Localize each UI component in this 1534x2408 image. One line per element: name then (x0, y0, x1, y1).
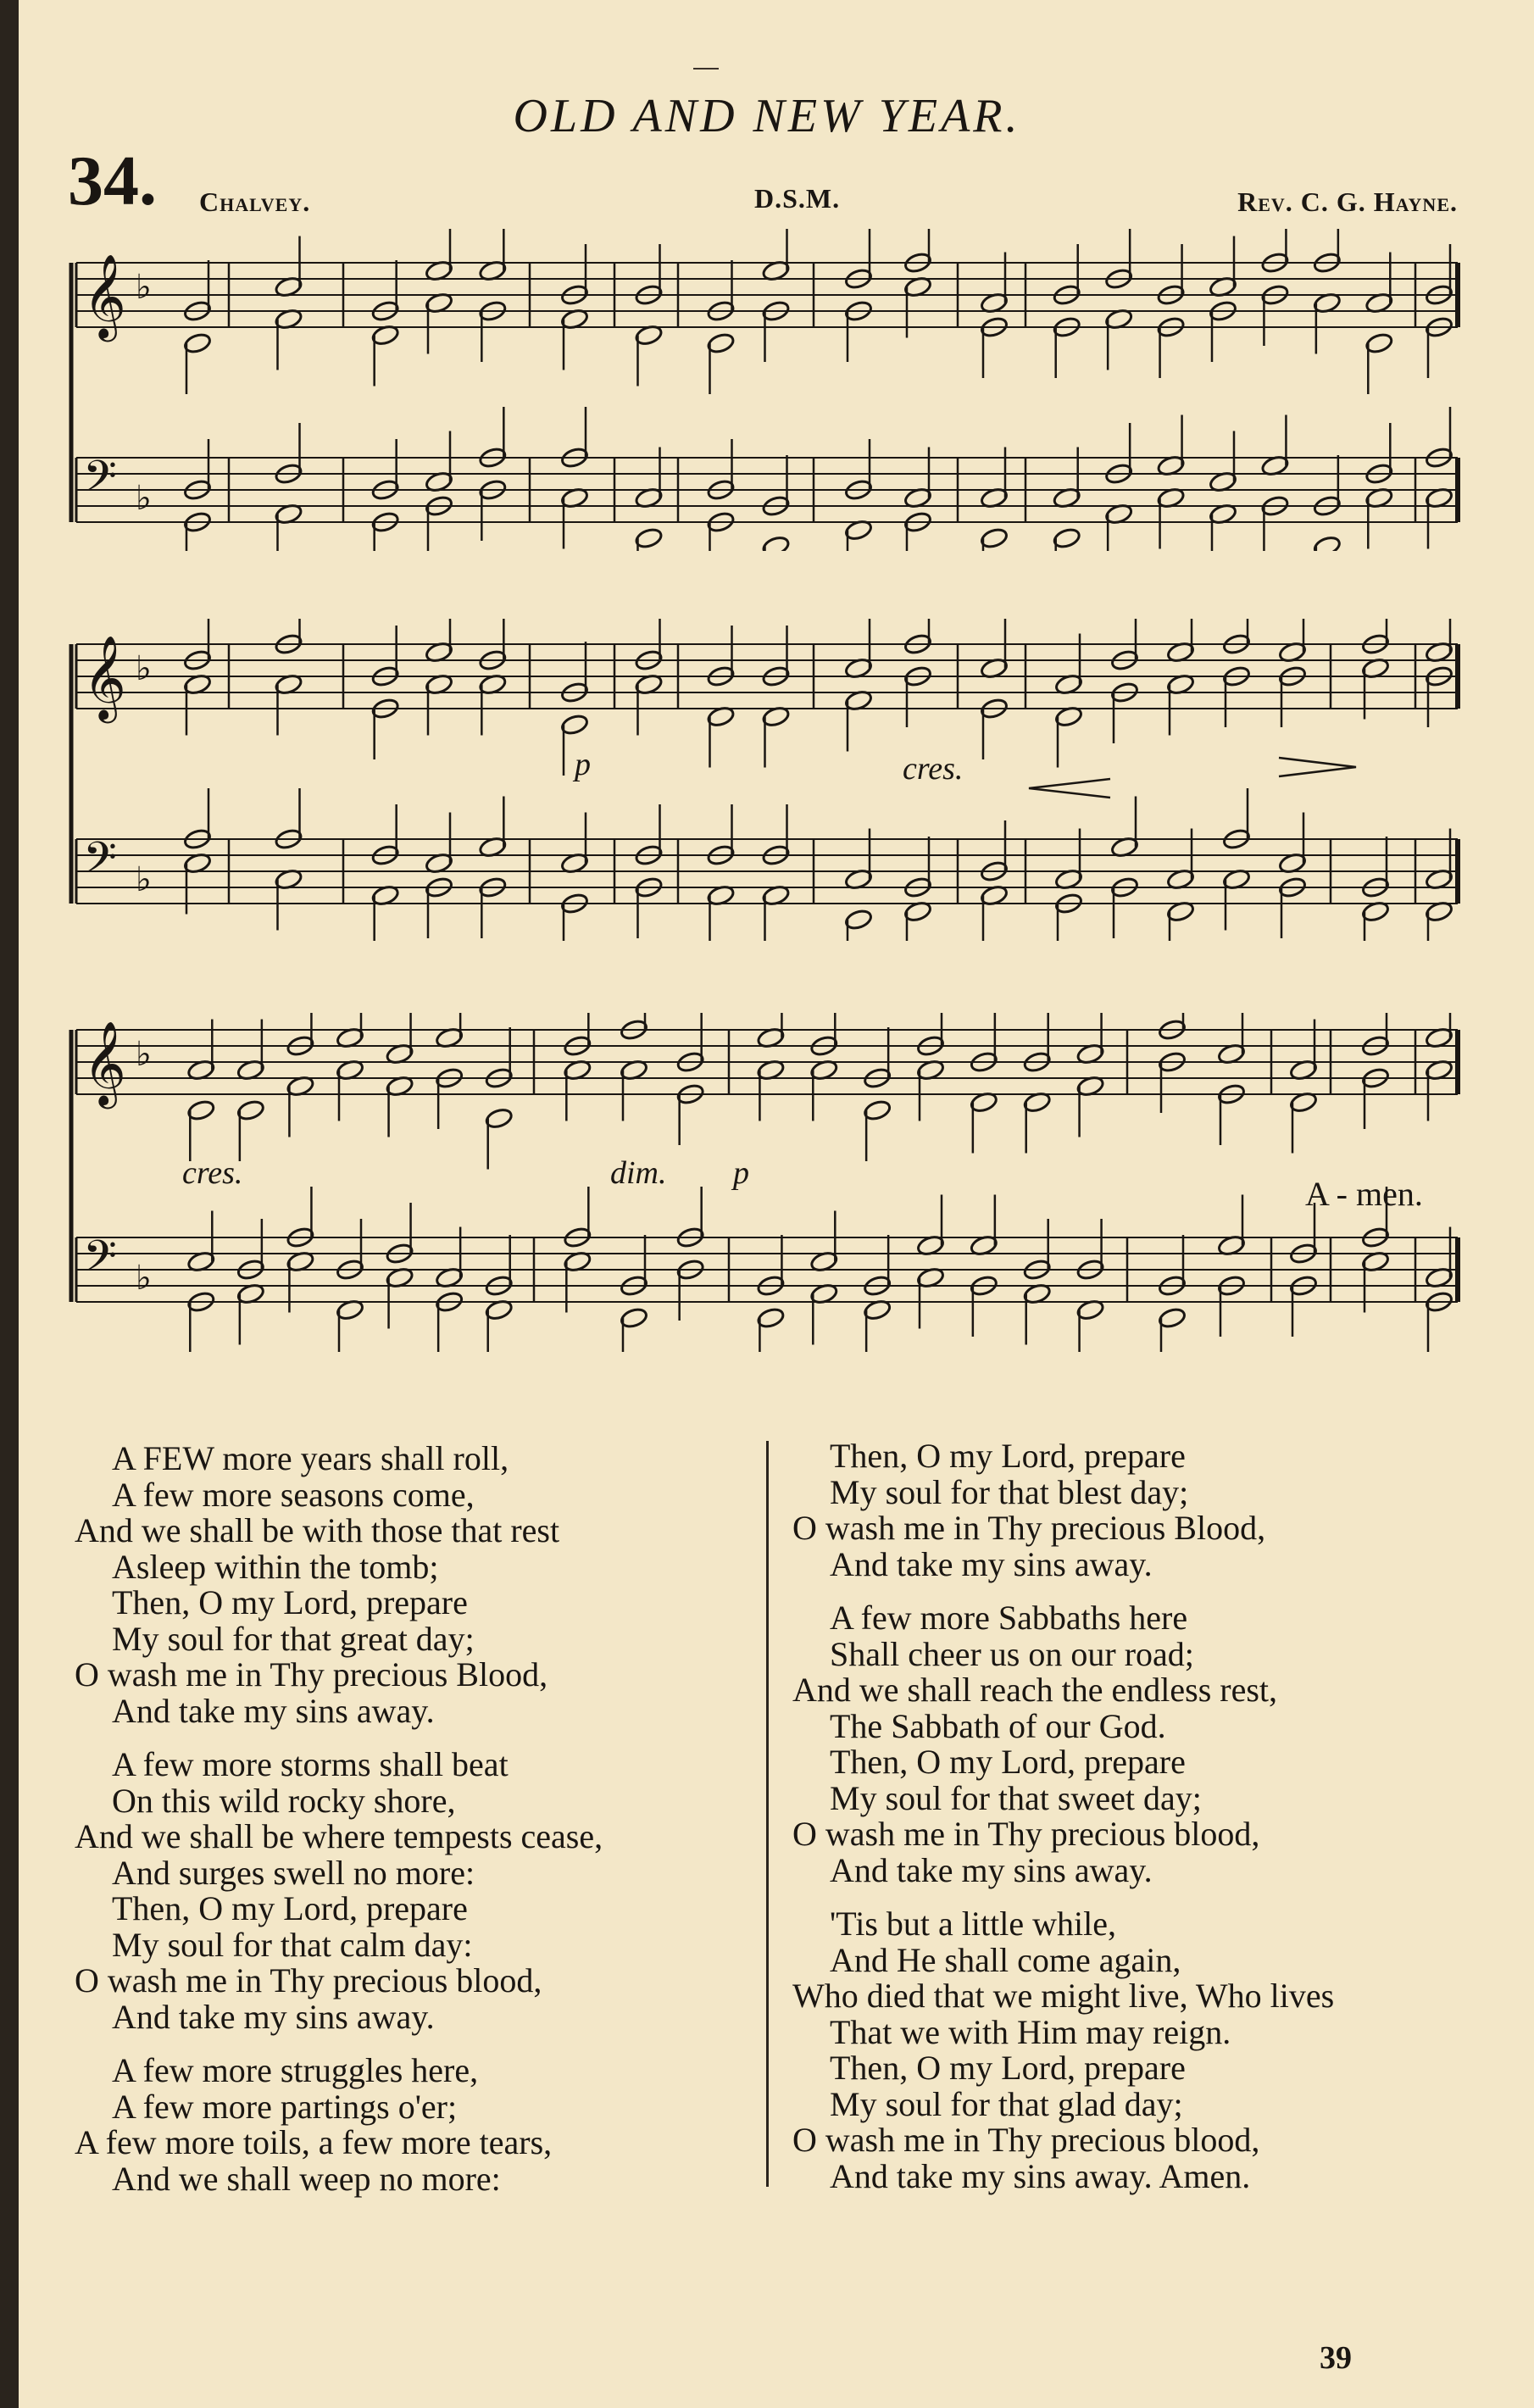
flat-key-icon: ♭ (136, 1034, 152, 1074)
crescendo-hairpin (1025, 776, 1114, 801)
dynamic-cres: cres. (903, 751, 964, 787)
composer: Rev. C. G. Hayne. (1237, 186, 1458, 217)
column-divider (766, 1441, 769, 2187)
verse-line: O wash me in Thy precious blood, (75, 1961, 542, 1999)
amen-lyric: A - men. (1305, 1175, 1423, 1213)
treble-staff (76, 619, 1458, 776)
verse-line: A few more struggles here, (112, 2051, 479, 2089)
verse-line: On this wild rocky shore, (112, 1781, 456, 1820)
verse-line: My soul for that calm day: (112, 1925, 473, 1964)
flat-key-icon: ♭ (136, 859, 152, 899)
bass-clef-icon: 𝄢 (83, 1230, 117, 1293)
stanza (75, 1441, 753, 1729)
treble-staff (76, 229, 1458, 394)
stanza (75, 2053, 753, 2197)
stanza (75, 1747, 753, 2035)
bass-clef-icon: 𝄢 (83, 831, 117, 894)
verse-line: And He shall come again, (830, 1940, 1181, 1979)
verse-line: A few more storms shall beat (112, 1745, 509, 1783)
verse-line: And we shall be where tempests cease, (75, 1817, 603, 1855)
treble-clef-icon: 𝄞 (83, 253, 126, 339)
bass-staff (76, 1187, 1458, 1352)
verse-line: And take my sins away. Amen. (830, 2156, 1251, 2195)
verse-line: Then, O my Lord, prepare (830, 2049, 1186, 2087)
verses-right-column (792, 1438, 1487, 2212)
verse-line: My soul for that blest day; (830, 1472, 1189, 1511)
verse-line: And we shall weep no more: (112, 2159, 501, 2198)
hymn-number: 34. (68, 142, 157, 220)
stanza (792, 1438, 1487, 1582)
verse-line: My soul for that glad day; (830, 2084, 1183, 2123)
verse-line: Then, O my Lord, prepare (830, 1743, 1186, 1781)
page-title: OLD AND NEW YEAR. (513, 90, 1021, 142)
meter: D.S.M. (754, 183, 841, 214)
flat-key-icon: ♭ (136, 267, 152, 307)
score-staves-2 (68, 619, 1466, 941)
book-spine-edge (0, 0, 19, 2408)
dynamic-dim: dim. (610, 1155, 667, 1191)
bass-staff (76, 407, 1458, 551)
verse-line: Then, O my Lord, prepare (830, 1437, 1186, 1475)
top-dash (693, 68, 719, 70)
verse-line: Who died that we might live, Who lives (792, 1977, 1335, 2015)
verse-line: And surges swell no more: (112, 1853, 475, 1892)
verse-line: Asleep within the tomb; (112, 1547, 439, 1586)
verse-line: And take my sins away. (830, 1850, 1153, 1889)
tune-name: Chalvey. (199, 186, 311, 217)
verse-line: My soul for that sweet day; (830, 1778, 1202, 1817)
verse-line: A few more partings o'er; (112, 2087, 458, 2126)
diminuendo-hairpin (1276, 754, 1360, 780)
verse-line: That we with Him may reign. (830, 2012, 1231, 2051)
verse-line: And take my sins away. (112, 1691, 435, 1730)
flat-key-icon: ♭ (136, 1258, 152, 1298)
verses-left-column (75, 1441, 753, 2215)
verse-line: O wash me in Thy precious Blood, (75, 1655, 548, 1693)
dynamic-p: p (733, 1155, 749, 1191)
verse-line: O wash me in Thy precious Blood, (792, 1509, 1266, 1547)
verse-line: My soul for that great day; (112, 1619, 475, 1658)
flat-key-icon: ♭ (136, 648, 152, 688)
verse-line: A few more seasons come, (112, 1475, 475, 1514)
verse-line: A FEW more years shall roll, (112, 1439, 509, 1477)
score-staves-3 (68, 1013, 1466, 1352)
page-number: 39 (1320, 2340, 1352, 2376)
verse-line: Then, O my Lord, prepare (112, 1889, 468, 1927)
verse-line: And take my sins away. (830, 1544, 1153, 1583)
verse-line: A few more Sabbaths here (830, 1599, 1188, 1637)
verse-line: And we shall reach the endless rest, (792, 1671, 1278, 1709)
verse-line: And take my sins away. (112, 1997, 435, 2036)
dynamic-cres: cres. (182, 1155, 243, 1191)
bass-clef-icon: 𝄢 (83, 450, 117, 513)
verse-line: Shall cheer us on our road; (830, 1634, 1194, 1673)
music-system-2 (68, 619, 1466, 941)
score-staves-1 (68, 229, 1466, 551)
verse-line: 'Tis but a little while, (830, 1905, 1116, 1943)
treble-staff (76, 1013, 1458, 1170)
dynamic-p: p (575, 747, 591, 782)
verse-line: And we shall be with those that rest (75, 1511, 560, 1549)
bass-staff (76, 788, 1458, 941)
stanza (792, 1906, 1487, 2194)
verse-line: A few more toils, a few more tears, (75, 2123, 553, 2161)
verse-line: O wash me in Thy precious blood, (792, 2121, 1260, 2159)
verse-line: The Sabbath of our God. (830, 1706, 1166, 1745)
verse-line: O wash me in Thy precious blood, (792, 1815, 1260, 1853)
stanza (792, 1600, 1487, 1888)
music-system-1 (68, 229, 1466, 551)
treble-clef-icon: 𝄞 (83, 1020, 126, 1106)
music-system-3 (68, 1013, 1466, 1352)
treble-clef-icon: 𝄞 (83, 635, 126, 720)
flat-key-icon: ♭ (136, 478, 152, 518)
verse-line: Then, O my Lord, prepare (112, 1583, 468, 1621)
